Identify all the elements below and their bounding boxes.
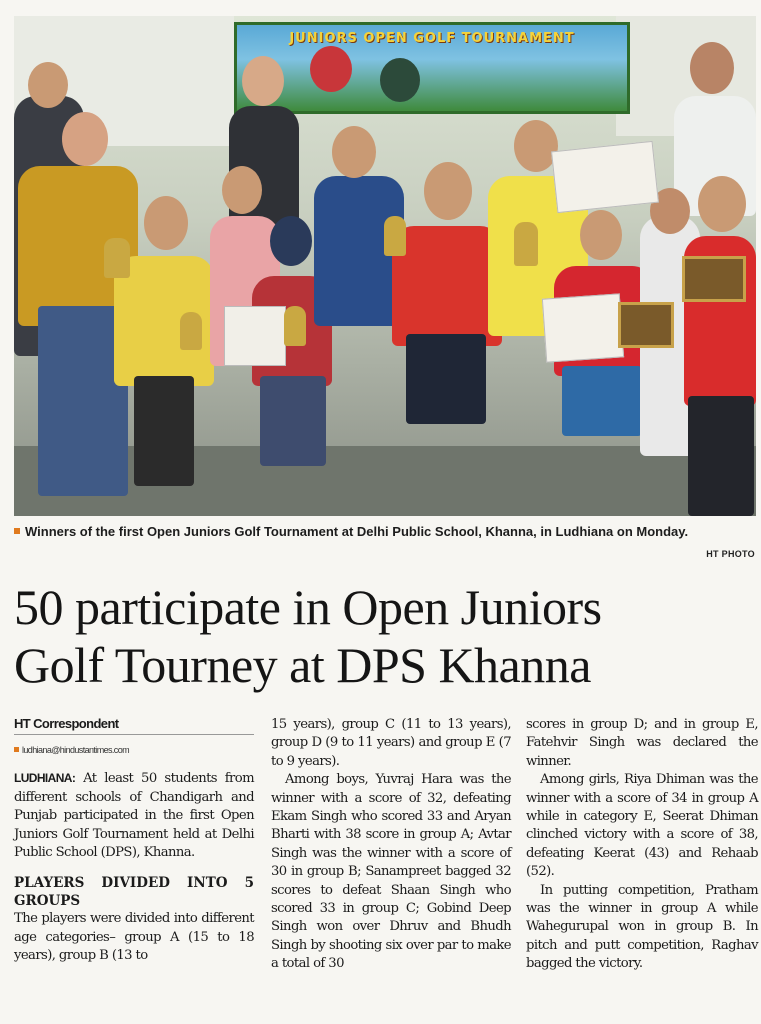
article-column-1 bbox=[14, 716, 254, 966]
certificate bbox=[542, 293, 624, 362]
turban-head bbox=[380, 58, 420, 102]
person-head bbox=[222, 166, 262, 214]
banner-title: JUNIORS OPEN GOLF TOURNAMENT bbox=[289, 31, 575, 46]
trophy-icon bbox=[180, 312, 202, 350]
tournament-banner bbox=[234, 22, 630, 114]
certificate bbox=[551, 141, 659, 213]
headline bbox=[14, 578, 756, 694]
paragraph-1-text: At least 50 students from different schools of Chandigarh and Punjab participated in the first Open Juniors Golf Tournament held at Delhi Public School (DPS), Khanna. bbox=[14, 771, 255, 861]
trophy-icon bbox=[284, 306, 306, 346]
patka-head bbox=[270, 216, 312, 266]
person-head bbox=[144, 196, 188, 250]
plaque bbox=[618, 302, 674, 348]
person-figure bbox=[134, 376, 194, 486]
person-head bbox=[690, 42, 734, 94]
person-figure bbox=[688, 396, 754, 516]
headline-line-1: 50 participate in Open Juniors bbox=[14, 579, 602, 635]
news-photo bbox=[14, 16, 756, 516]
person-figure bbox=[392, 226, 502, 346]
trophy-icon bbox=[384, 216, 406, 256]
trophy-icon bbox=[104, 238, 130, 278]
person-head bbox=[28, 62, 68, 108]
article-paragraph: Among boys, Yuvraj Hara was the winner with a score of 32, defeating Ekam Singh who scored 33 and Aryan Bharti with 38 score in group A; Avtar Singh was the winner with a score of 30 in group B; Sanampreet bagged 32 scores to defeat Shaan Singh who scored 33 in group C; Gobind Deep Singh won over Dhruv and Bhudh Singh by shooting six over par to make a total of 30 bbox=[271, 772, 511, 972]
photo-credit: HT PHOTO bbox=[706, 549, 755, 559]
person-head bbox=[332, 126, 376, 178]
person-head bbox=[698, 176, 746, 232]
article-paragraph: scores in group D; and in group E, Fatehvir Singh was declared the winner. bbox=[526, 717, 758, 769]
caption-text: Winners of the first Open Juniors Golf Tournament at Delhi Public School, Khanna, in Ludhiana on Monday. bbox=[25, 524, 689, 539]
byline-email bbox=[14, 741, 254, 759]
caption-bullet-icon bbox=[14, 528, 20, 534]
person-head bbox=[242, 56, 284, 106]
byline-author: HT Correspondent bbox=[14, 716, 254, 735]
person-figure bbox=[260, 376, 326, 466]
article-paragraph: Among girls, Riya Dhiman was the winner with a score of 34 in group A while in category E, Seerat Dhiman clinched victory with a score of 38, defeating Keerat (43) and Rehaab (52). bbox=[526, 772, 758, 880]
article-paragraph: In putting competition, Pratham was the winner in group A while Wahegurupal won in group B. In pitch and putt competition, Raghav bagged the victory. bbox=[526, 882, 758, 972]
person-figure bbox=[406, 334, 486, 424]
turban-head bbox=[310, 46, 352, 92]
dateline: LUDHIANA: bbox=[14, 771, 76, 786]
article-column-3 bbox=[526, 716, 758, 974]
person-figure bbox=[562, 366, 642, 436]
trophy-icon bbox=[514, 222, 538, 266]
email-bullet-icon bbox=[14, 747, 19, 752]
headline-line-2: Golf Tourney at DPS Khanna bbox=[14, 637, 591, 693]
article-paragraph bbox=[14, 769, 254, 862]
article-paragraph: The players were divided into different age categories– group A (15 to 18 years), group B (13 to bbox=[14, 911, 254, 964]
article-column-2 bbox=[271, 716, 511, 974]
byline-email-text: ludhiana@hindustantimes.com bbox=[22, 745, 130, 755]
photo-caption bbox=[14, 523, 756, 540]
certificate bbox=[224, 306, 286, 366]
person-head bbox=[424, 162, 472, 220]
article-paragraph: 15 years), group C (11 to 13 years), group D (9 to 11 years) and group E (7 to 9 years). bbox=[271, 717, 511, 769]
article-subhead: PLAYERS DIVIDED INTO 5 GROUPS bbox=[14, 875, 254, 910]
person-head bbox=[62, 112, 108, 166]
plaque bbox=[682, 256, 746, 302]
person-head bbox=[580, 210, 622, 260]
